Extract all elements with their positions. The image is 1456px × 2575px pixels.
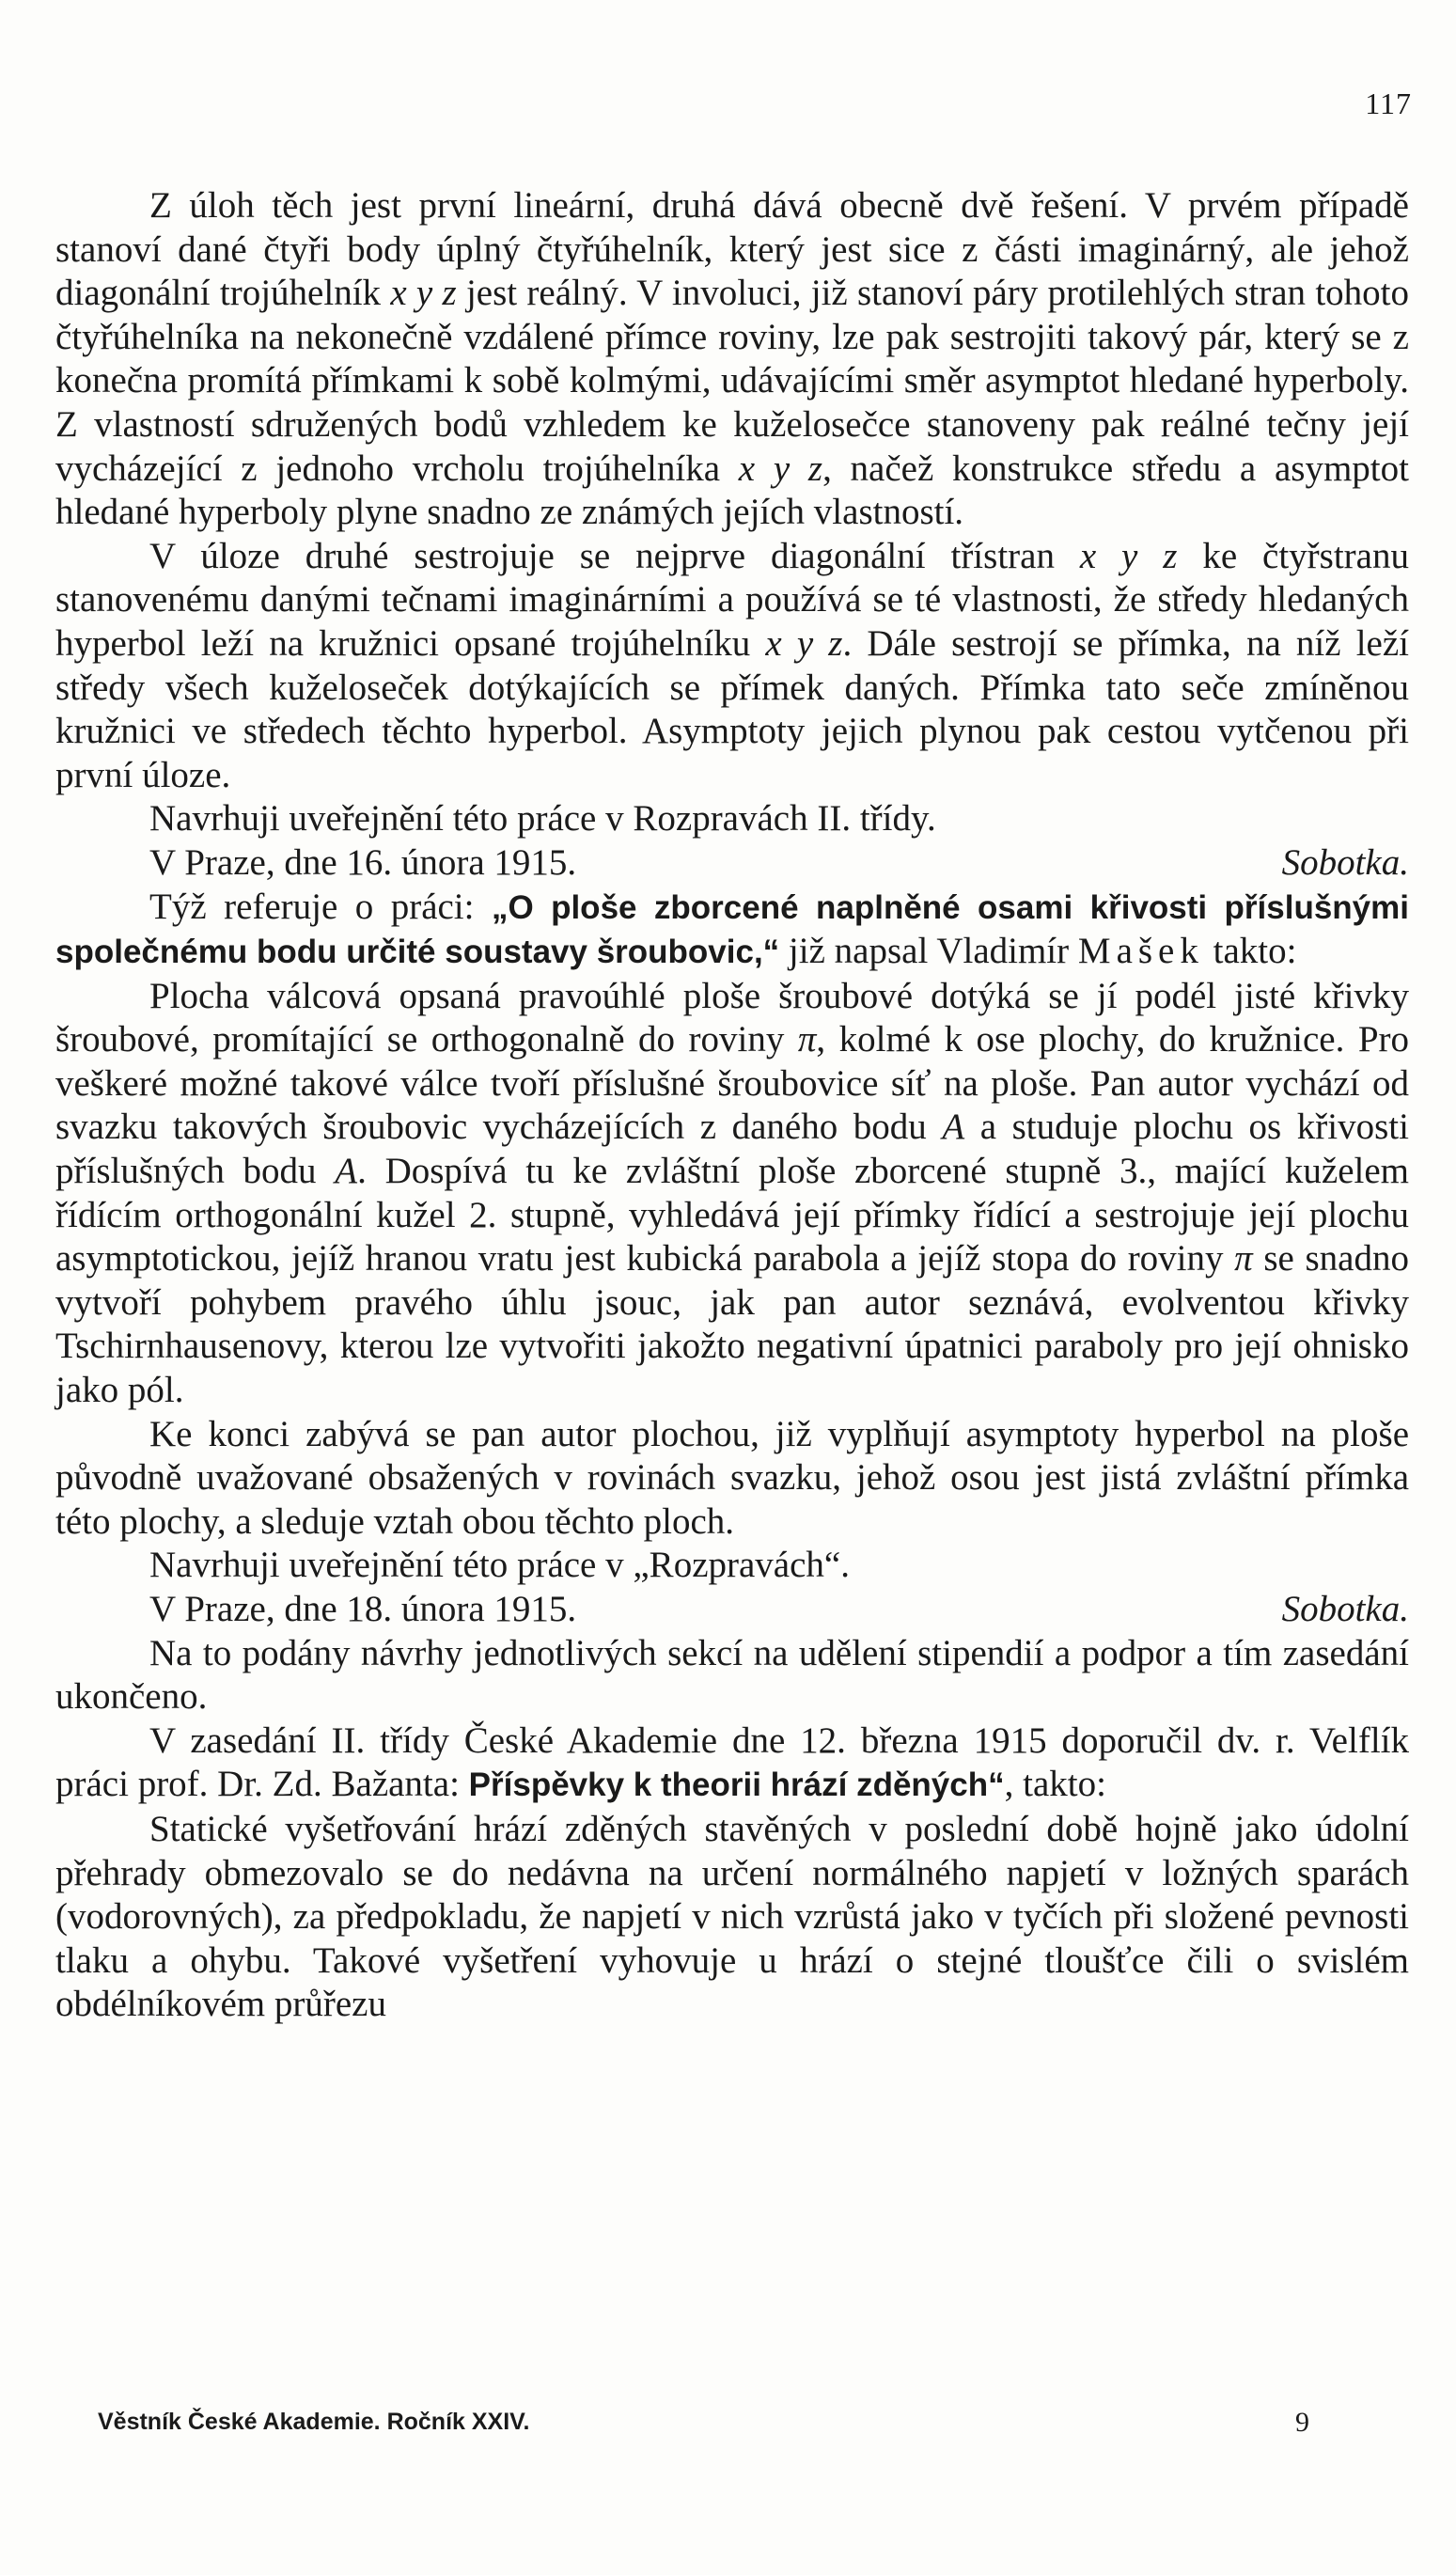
signatory-2: Sobotka. xyxy=(1281,1589,1409,1629)
paragraph-9: V zasedání II. třídy České Akademie dne 12. března 1915 doporučil dv. r. Velflík práci prof. Dr. Zd. Bažanta: Příspěvky k theorii hrází zděných“, takto: xyxy=(55,1719,1409,1805)
place-date-1: V Praze, dne 16. února 1915. xyxy=(149,841,577,883)
paragraph-10: Statické vyšetřování hrází zděných stavěných v poslední době hojně jako údolní přehrady obmezovalo se do nedávna na určení normálného napjetí v ložných sparách (vodorovných), za předpokladu, že napjetí v nich vzrůstá jako v tyčích při složené pevnosti tlaku a ohybu. Takové vyšetření vyhovuje u hrází o stejné tloušťce čili o svislém obdélníkovém průřezu xyxy=(55,1808,1409,2025)
work-title-1: „O ploše zborcené naplněné osami křivosti příslušnými společnému bodu určité soustavy šroubovic,“ xyxy=(55,888,1409,971)
signature-line-1 xyxy=(55,841,1409,886)
place-date-2: V Praze, dne 18. února 1915. xyxy=(149,1589,577,1629)
journal-footer: Věstník České Akademie. Ročník XXIV. xyxy=(98,2409,530,2435)
paragraph-6: Ke konci zabývá se pan autor plochou, již vyplňují asymptoty hyperbol na ploše původně uvažované obsažených v rovinách svazku, jehož osou jest jistá zvláštní přímka této plochy, a sleduje vztah obou těchto ploch. xyxy=(55,1413,1409,1542)
paragraph-5: Plocha válcová opsaná pravoúhlé ploše šroubové dotýká se jí podél jisté křivky šroubové, promítající se orthogonalně do roviny π, kolmé k ose plochy, do kružnice. Pro veškeré možné takové válce tvoří příslušné šroubovice síť na ploše. Pan autor vychází od svazku takových šroubovic vycházejících z daného bodu A a studuje plochu os křivosti příslušných bodu A. Dospívá tu ke zvláštní ploše zborcené stupně 3., mající kuželem řídícím orthogonální kužel 2. stupně, vyhledává její přímky řídící a sestrojuje její plochu asymptotickou, jejíž hranou vratu jest kubická parabola a jejíž stopa do roviny π se snadno vytvoří pohybem pravého úhlu jsouc, jak pan autor seznává, evolventou křivky Tschirnhausenovy, kterou lze vytvořiti jakožto negativní úpatnici paraboly pro její ohnisko jako pól. xyxy=(55,975,1410,1411)
paragraph-8: Na to podány návrhy jednotlivých sekcí na udělení stipendií a podpor a tím zasedání ukončeno. xyxy=(55,1632,1409,1718)
paragraph-4: Týž referuje o práci: „O ploše zborcené naplněné osami křivosti příslušnými společnému bodu určité soustavy šroubovic,“ již napsal Vladimír Mašek takto: xyxy=(55,886,1409,972)
signature-line-2 xyxy=(55,1588,1409,1632)
page-number: 117 xyxy=(1365,86,1412,120)
body-text xyxy=(55,184,1409,2027)
proposal-2: Navrhuji uveřejnění této práce v „Rozpravách“. xyxy=(149,1545,850,1586)
proposal-1: Navrhuji uveřejnění této práce v Rozpravách II. třídy. xyxy=(149,798,936,840)
paragraph-1: Z úloh těch jest první lineární, druhá dává obecně dvě řešení. V prvém případě stanoví dané čtyři body úplný čtyřúhelník, který jest sice z části imaginárný, ale jehož diagonální trojúhelník x y z jest reálný. V involuci, již stanoví páry protilehlých stran tohoto čtyřúhelníka na nekonečně vzdálené přímce roviny, lze pak sestrojiti takový pár, který se z konečna promítá přímkami k sobě kolmými, udávajícími směr asymptot hledané hyperboly. Z vlastností sdružených bodů vzhledem ke kuželosečce stanoveny pak reálné tečny její vycházející z jednoho vrcholu trojúhelníka x y z, načež konstrukce středu a asymptot hledané hyperboly plyne snadno ze známých jejích vlastností. xyxy=(55,185,1409,533)
signatory-1: Sobotka. xyxy=(1281,841,1409,883)
signature-mark: 9 xyxy=(1295,2407,1309,2438)
author-name: Mašek xyxy=(1077,931,1204,972)
work-title-2: Příspěvky k theorii hrází zděných“ xyxy=(468,1766,1005,1804)
paragraph-2: V úloze druhé sestrojuje se nejprve diagonální třístran x y z ke čtyřstranu stanovenému danými tečnami imaginárními a používá se té vlastnosti, že středy hledaných hyperbol leží na kružnici opsané trojúhelníku x y z. Dále sestrojí se přímka, na níž leží středy všech kuželoseček dotýkajících se přímek daných. Přímka tato seče zmíněnou kružnici ve středech těchto hyperbol. Asymptoty jejich plynou pak cestou vytčenou při první úloze. xyxy=(55,535,1409,795)
